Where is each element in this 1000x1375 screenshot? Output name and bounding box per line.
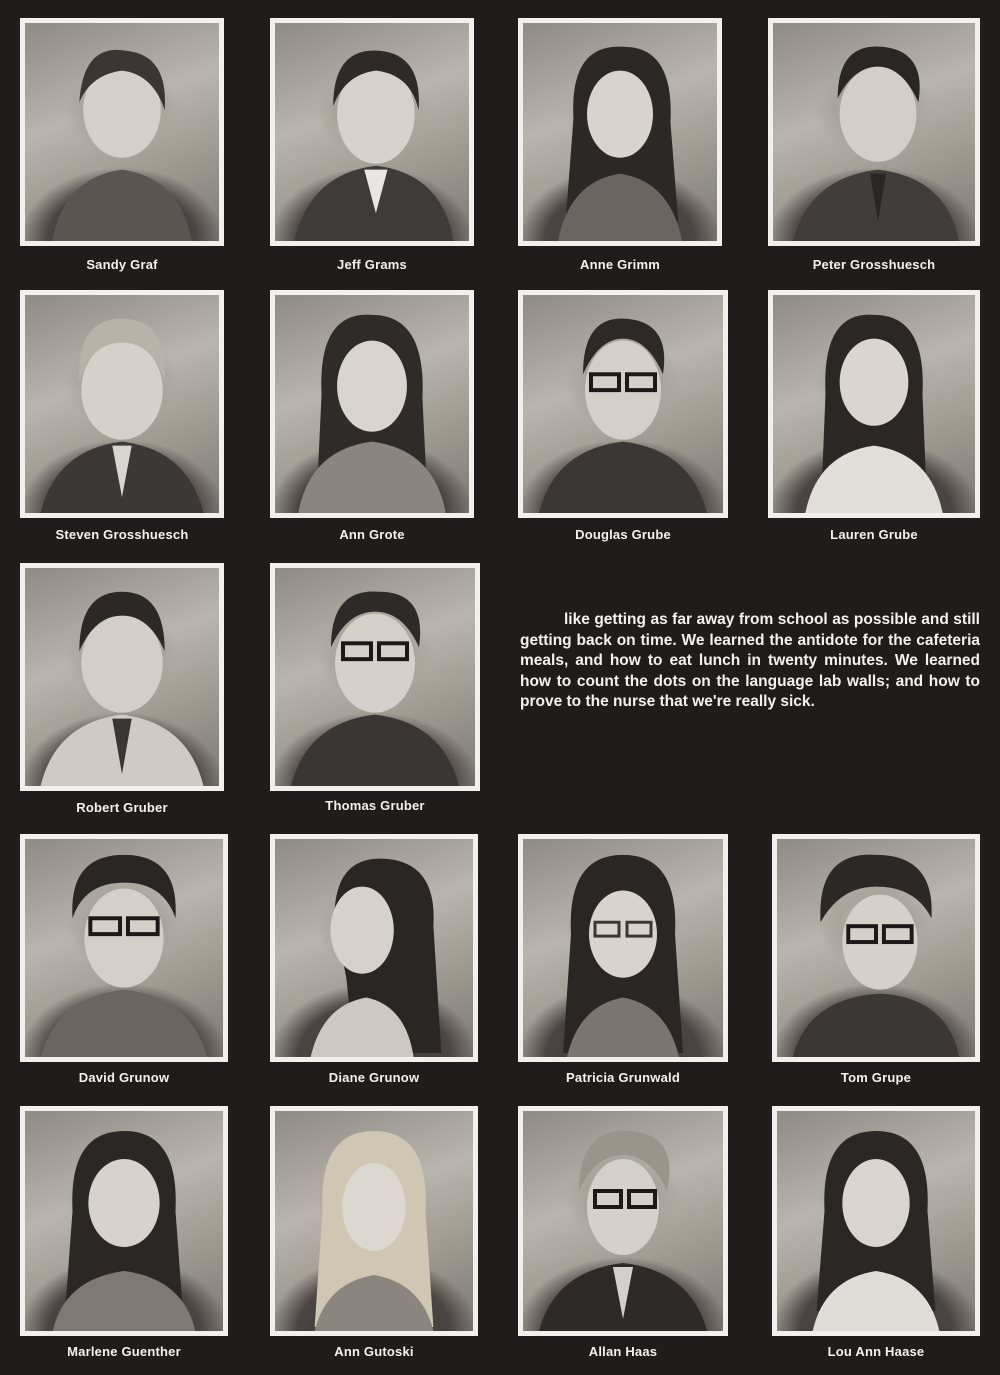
portrait-name: Lauren Grube (830, 527, 918, 542)
portrait-name: Tom Grupe (840, 1070, 912, 1085)
portrait-image (275, 568, 475, 786)
portrait-image (275, 295, 469, 513)
portrait-image (25, 295, 219, 513)
portrait-name: Douglas Grube (575, 527, 671, 542)
portrait-image (25, 568, 219, 786)
portrait-image (523, 839, 723, 1057)
portrait-photo (270, 834, 478, 1062)
portrait-photo (270, 563, 480, 791)
feature-text-block: like getting as far away from school as possible and still getting back on time. We learned the antidote for the cafeteria meals, and how to eat lunch in twenty minutes. We learned how to count the dots on the language lab walls; and how to prove to the nurse that we're really sick. (520, 611, 980, 710)
portrait-name: David Grunow (78, 1070, 170, 1085)
portrait-name: Jeff Grams (337, 257, 407, 272)
portrait-photo (20, 290, 224, 518)
portrait-photo (20, 834, 228, 1062)
portrait-name: Ann Grote (339, 527, 405, 542)
portrait-image (275, 23, 469, 241)
portrait-photo (20, 563, 224, 791)
portrait-name: Sandy Graf (86, 257, 158, 272)
portrait-name: Diane Grunow (328, 1070, 420, 1085)
portrait-name: Thomas Gruber (325, 798, 425, 813)
portrait-image (275, 1111, 473, 1331)
portrait-photo (768, 18, 980, 246)
portrait-image (773, 295, 975, 513)
portrait-image (275, 839, 473, 1057)
portrait-image (523, 295, 723, 513)
portrait-image (523, 23, 717, 241)
portrait-image (773, 23, 975, 241)
portrait-image (523, 1111, 723, 1331)
portrait-image (25, 1111, 223, 1331)
portrait-photo (772, 1106, 980, 1336)
portrait-photo (270, 290, 474, 518)
portrait-name: Ann Gutoski (334, 1344, 414, 1359)
portrait-photo (768, 290, 980, 518)
portrait-photo (772, 834, 980, 1062)
portrait-name: Lou Ann Haase (827, 1344, 925, 1359)
portrait-name: Peter Grosshuesch (812, 257, 936, 272)
portrait-photo (518, 1106, 728, 1336)
portrait-photo (20, 1106, 228, 1336)
portrait-name: Steven Grosshuesch (55, 527, 189, 542)
portrait-image (777, 1111, 975, 1331)
portrait-image (25, 839, 223, 1057)
portrait-photo (270, 1106, 478, 1336)
portrait-photo (518, 834, 728, 1062)
portrait-image (777, 839, 975, 1057)
portrait-photo (518, 290, 728, 518)
portrait-image (25, 23, 219, 241)
portrait-name: Robert Gruber (76, 800, 168, 815)
portrait-name: Allan Haas (588, 1344, 658, 1359)
portrait-photo (20, 18, 224, 246)
portrait-name: Patricia Grunwald (566, 1070, 680, 1085)
portrait-photo (270, 18, 474, 246)
portrait-name: Anne Grimm (579, 257, 660, 272)
portrait-name: Marlene Guenther (67, 1344, 181, 1359)
portrait-photo (518, 18, 722, 246)
